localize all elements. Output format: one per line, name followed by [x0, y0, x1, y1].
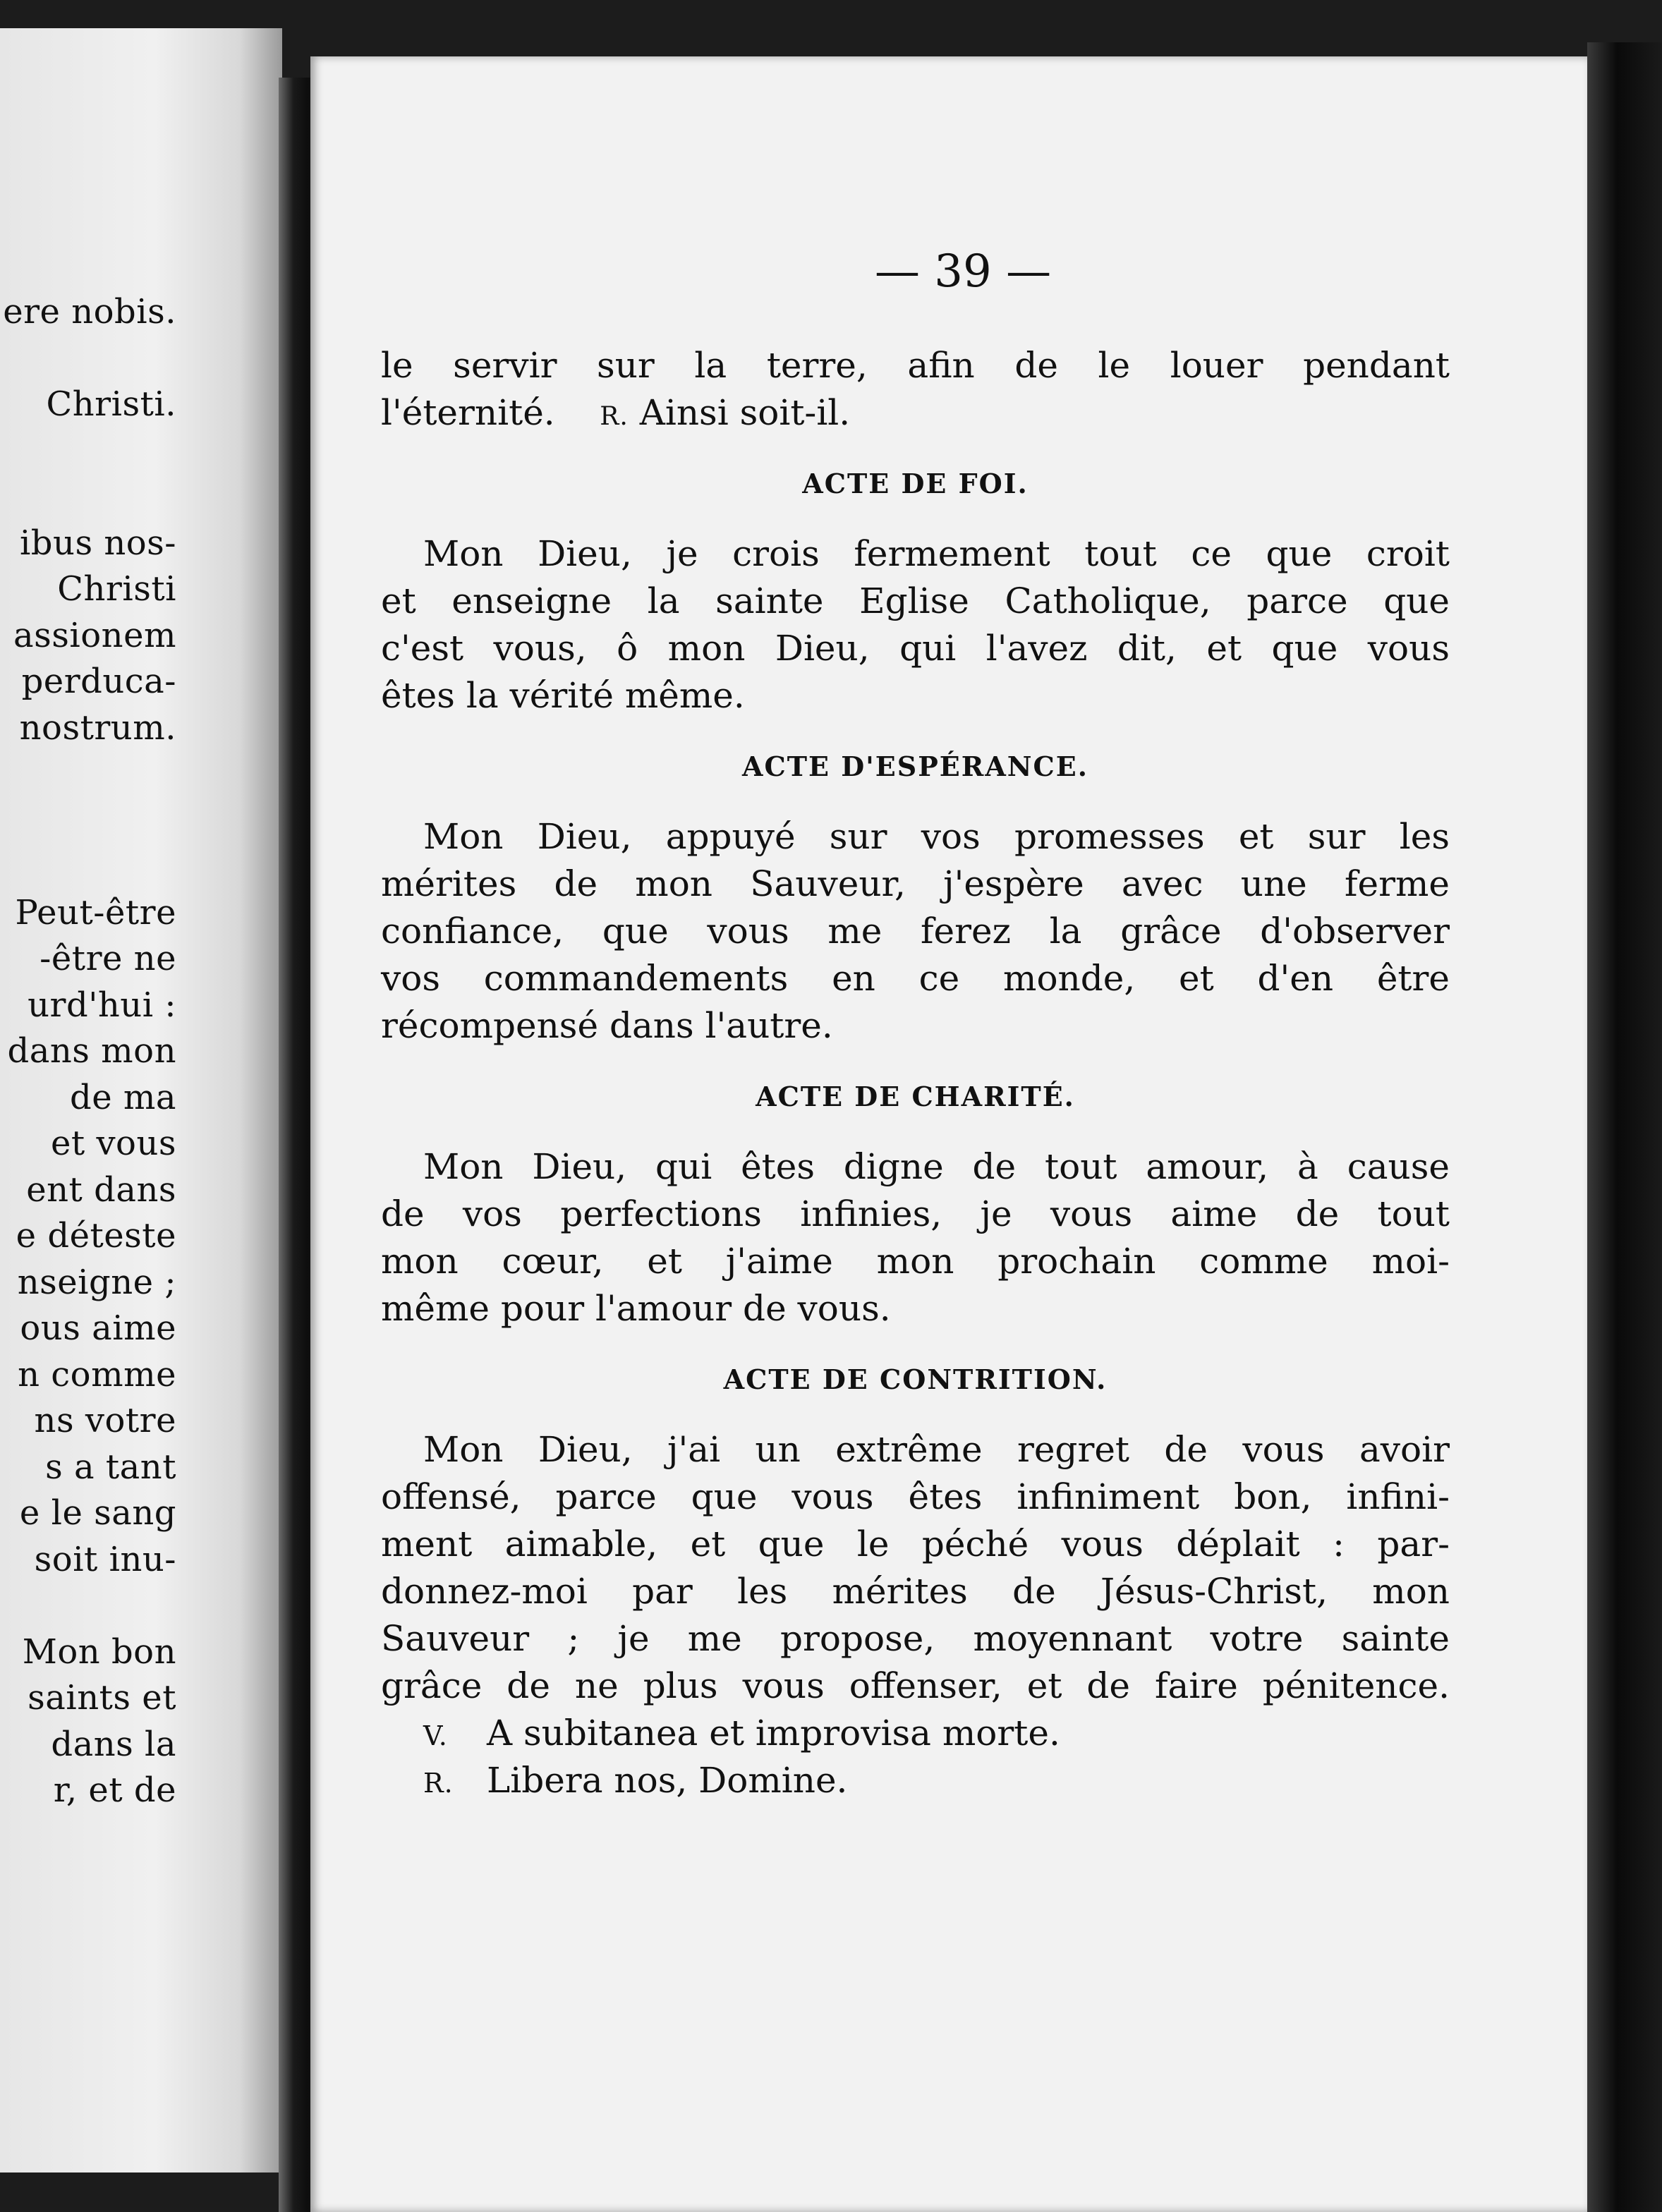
right-page — [310, 56, 1587, 2212]
section-line: Mon Dieu, j'ai un extrême regret de vous avoir — [423, 1429, 1450, 1470]
left-fragment-line: ns votre — [34, 1401, 176, 1440]
left-fragment-line: e déteste — [16, 1216, 176, 1256]
left-fragment-line: ous aime — [20, 1308, 176, 1348]
left-fragment-line: r, et de — [53, 1770, 176, 1810]
versicle-mark: V. — [423, 1720, 448, 1751]
section-heading-charite: ACTE DE CHARITÉ. — [756, 1081, 1075, 1112]
section-line: récompensé dans l'autre. — [381, 1005, 833, 1046]
section-line: Sauveur ; je me propose, moyennant votre sainte — [381, 1618, 1450, 1659]
section-line: confiance, que vous me ferez la grâce d'observer — [381, 911, 1450, 952]
left-fragment-line: dans mon — [7, 1031, 176, 1071]
intro-line: le servir sur la terre, afin de le louer pendant — [381, 345, 1450, 386]
section-heading-contrition: ACTE DE CONTRITION. — [723, 1363, 1108, 1395]
section-line: Mon Dieu, je crois fermement tout ce que croit — [423, 533, 1450, 574]
response-mark: R. — [600, 402, 629, 431]
left-fragment-line: Mon bon — [22, 1631, 176, 1672]
left-fragment-line: perduca- — [21, 662, 176, 701]
section-line: et enseigne la sainte Eglise Catholique, parce que — [381, 581, 1450, 621]
left-fragment-line: n comme — [18, 1354, 176, 1394]
response-text: Ainsi soit-il. — [639, 392, 851, 433]
left-fragment-line: ere nobis. — [3, 292, 176, 332]
left-fragment-line — [0, 798, 176, 844]
left-fragment-line: s a tant — [45, 1447, 176, 1487]
section-line: grâce de ne plus vous offenser, et de faire pénitence. — [381, 1665, 1450, 1706]
left-fragment-line: Christi. — [46, 384, 176, 424]
left-fragment-line: nseigne ; — [17, 1262, 176, 1302]
book-edge — [1587, 42, 1662, 2212]
section-heading-foi: ACTE DE FOI. — [802, 468, 1029, 499]
left-fragment-line — [0, 751, 176, 798]
versicle — [381, 1710, 1450, 1757]
section-line: c'est vous, ô mon Dieu, qui l'avez dit, et que vous — [381, 628, 1450, 669]
section-line: ment aimable, et que le péché vous déplait : par- — [381, 1524, 1450, 1564]
section-line: offensé, parce que vous êtes infiniment bon, infini- — [381, 1476, 1450, 1517]
left-fragment-line: dans la — [51, 1724, 176, 1764]
left-fragment-line: ibus nos- — [19, 523, 176, 563]
left-fragment-line: nostrum. — [19, 707, 176, 748]
section-line: de vos perfections infinies, je vous aime de tout — [381, 1193, 1450, 1234]
versicle-text: A subitanea et improvisa morte. — [487, 1713, 1060, 1754]
section-heading-esperance: ACTE D'ESPÉRANCE. — [742, 750, 1088, 782]
left-page-text-fragments — [0, 289, 176, 1814]
section-line: vos commandements en ce monde, et d'en être — [381, 958, 1450, 999]
section-line: même pour l'amour de vous. — [381, 1288, 891, 1329]
left-fragment-line — [0, 428, 176, 475]
section-line: mon cœur, et j'aime mon prochain comme moi- — [381, 1241, 1450, 1282]
left-fragment-line: e le sang — [19, 1493, 176, 1533]
intro-last-text: l'éternité. — [381, 392, 555, 433]
left-fragment-line: ent dans — [26, 1169, 176, 1210]
section-line: êtes la vérité même. — [381, 675, 745, 716]
left-fragment-line: et vous — [50, 1124, 176, 1163]
response-mark: R. — [423, 1768, 454, 1799]
left-fragment-line: -être ne — [40, 939, 176, 978]
intro-last-line — [381, 389, 1450, 437]
section-line: donnez-moi par les mérites de Jésus-Christ, mon — [381, 1571, 1450, 1612]
section-line: Mon Dieu, appuyé sur vos promesses et sur les — [423, 816, 1450, 857]
page-body — [381, 342, 1450, 1804]
response — [381, 1757, 1450, 1804]
left-fragment-line: Christi — [57, 569, 176, 609]
left-fragment-line — [0, 844, 176, 890]
left-facing-page — [0, 28, 282, 2172]
left-fragment-line: de ma — [69, 1077, 176, 1117]
left-fragment-line: urd'hui : — [28, 985, 176, 1025]
left-fragment-line — [0, 474, 176, 521]
left-fragment-line: assionem — [13, 615, 176, 655]
section-line: mérites de mon Sauveur, j'espère avec une ferme — [381, 863, 1450, 904]
left-fragment-line — [0, 336, 176, 382]
page-number: — 39 — — [874, 245, 1052, 298]
left-fragment-line: Peut-être — [15, 892, 176, 932]
left-fragment-line: saints et — [28, 1678, 176, 1718]
left-fragment-line: soit inu- — [34, 1539, 176, 1579]
left-fragment-line — [0, 1583, 176, 1629]
response-text: Libera nos, Domine. — [487, 1760, 848, 1801]
section-line: Mon Dieu, qui êtes digne de tout amour, à cause — [423, 1146, 1450, 1187]
